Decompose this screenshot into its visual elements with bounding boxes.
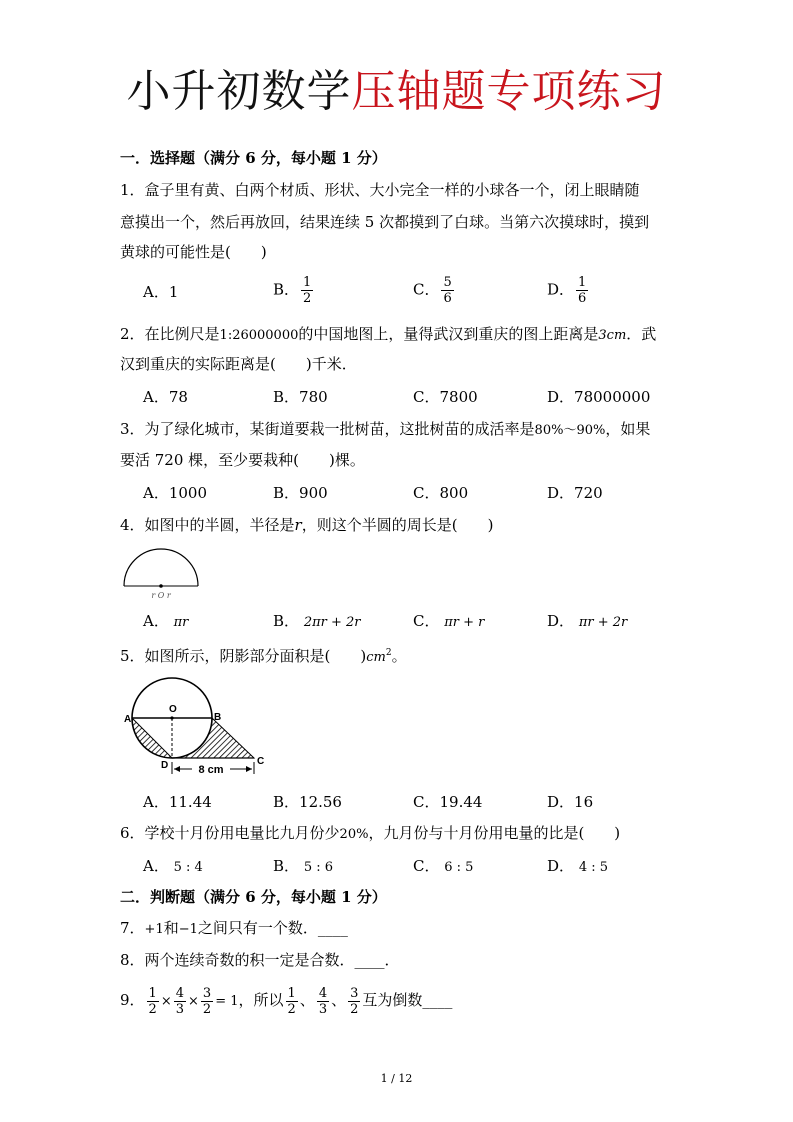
fraction-numerator: 5 [443, 275, 452, 290]
q4-text-a: 4．如图中的半圆，半径是 [120, 516, 295, 534]
q1-option-b [273, 275, 315, 306]
fraction-denominator: 6 [443, 291, 452, 306]
q3-text-a: 3．为了绿化城市，某街道要栽一批树苗，这批树苗的成活率是 [120, 420, 535, 438]
q2-text-e: ．武 [626, 325, 657, 343]
q7-number: 7． [120, 919, 145, 937]
q5-unit: cm [366, 650, 386, 665]
q6-option-c [413, 856, 473, 878]
q1-option-b-label: B． [273, 280, 300, 299]
q3-rate: 80%～90% [534, 423, 606, 438]
q1-option-b-fraction [301, 275, 313, 306]
dimension-label: 8 cm [198, 764, 224, 776]
q6-option-b-label: B． [273, 857, 300, 875]
q3-option-a: A．1000 [143, 484, 208, 502]
q7-text: 之间只有一个数．____ [197, 919, 348, 937]
q6-text-c: ，九月份与十月份用电量的比是( ) [368, 824, 621, 842]
q1-line2: 意摸出一个，然后再放回，结果连续 5 次都摸到了白球。当第六次摸球时，摸到 [120, 213, 650, 231]
q2-distance: 3cm [598, 328, 627, 343]
fraction-denominator: 2 [303, 291, 312, 306]
q4-option-a [143, 611, 188, 633]
q4-option-c [413, 611, 484, 633]
q2-option-d: D．78000000 [547, 388, 651, 406]
q1-line3: 黄球的可能性是( ) [120, 243, 267, 261]
q4-option-b-expr: 2πr + 2r [303, 615, 361, 630]
fraction-numerator: 4 [318, 985, 328, 1001]
q6-option-c-ratio: 6 : 5 [444, 860, 474, 875]
q1-option-c-fraction [441, 275, 453, 306]
q2-option-b: B．780 [273, 388, 328, 406]
point-b-label: B [214, 712, 222, 723]
q6-line1 [120, 823, 620, 845]
q5-text-d: 。 [391, 647, 407, 665]
times-sign: × [188, 994, 199, 1009]
q9-fraction-4 [286, 986, 298, 1017]
q7-line [120, 918, 348, 940]
point-c-label: C [257, 756, 265, 767]
q6-option-a [143, 856, 203, 878]
q6-percent: 20% [339, 827, 369, 842]
semicircle-labels: r O r [151, 591, 171, 600]
fraction-numerator: 1 [148, 985, 157, 1001]
fraction-numerator: 3 [350, 985, 359, 1001]
q5-option-b: B．12.56 [273, 793, 342, 811]
q5-unit-exponent: 2 [385, 648, 392, 658]
q1-option-d-label: D． [547, 280, 575, 299]
q4-option-c-expr: πr + r [444, 615, 485, 630]
q2-text-a: 2．在比例尺是 [120, 325, 220, 343]
q6-option-d-label: D． [547, 857, 575, 875]
q4-option-d-label: D． [547, 612, 575, 630]
point-d-label: D [161, 760, 169, 771]
q3-option-d: D．720 [547, 484, 603, 502]
point-a-label: A [124, 714, 132, 725]
q1-option-c-label: C． [413, 280, 440, 299]
point-o-label: O [169, 704, 177, 715]
q6-text-a: 6．学校十月份用电量比九月份少 [120, 824, 340, 842]
q4-option-c-label: C． [413, 612, 440, 630]
fraction-denominator: 3 [318, 1001, 328, 1017]
fraction-numerator: 3 [202, 985, 212, 1001]
q6-option-d [547, 856, 608, 878]
q3-option-c: C．800 [413, 484, 469, 502]
q9-so: ，所以 [238, 991, 284, 1009]
q3-option-b: B．900 [273, 484, 328, 502]
q1-option-c [413, 275, 456, 306]
q9-fraction-5 [317, 986, 329, 1017]
q1-option-d-fraction [576, 275, 588, 306]
q4-option-b [273, 611, 360, 633]
q9-fraction-3 [201, 986, 213, 1017]
page-title [0, 62, 793, 122]
q4-option-d-expr: πr + 2r [578, 615, 628, 630]
times-sign: × [160, 994, 172, 1009]
equals-one: = 1 [215, 994, 239, 1009]
fraction-denominator: 2 [287, 1001, 296, 1017]
q2-option-c: C．7800 [413, 388, 478, 406]
fraction-numerator: 1 [303, 275, 312, 290]
q6-option-d-ratio: 4 : 5 [578, 860, 608, 875]
circle-shaded-figure [118, 672, 268, 782]
fraction-denominator: 2 [350, 1001, 359, 1017]
q4-option-a-expr: πr [173, 615, 189, 630]
separator: 、 [299, 991, 315, 1009]
q5-text-a: 5．如图所示，阴影部分面积是( ) [120, 647, 367, 665]
title-part2: 压轴题专项练习 [351, 66, 667, 117]
q6-option-a-label: A． [143, 857, 169, 875]
fraction-denominator: 3 [175, 1001, 185, 1017]
fraction-denominator: 2 [148, 1001, 157, 1017]
q5-option-a: A．11.44 [143, 793, 212, 811]
q2-scale: 1:26000000 [219, 328, 299, 343]
title-part1: 小升初数学 [126, 66, 352, 117]
q5-option-d: D．16 [547, 793, 594, 811]
q9-text: 互为倒数____ [362, 991, 453, 1009]
q1-option-d [547, 275, 590, 306]
q7-minus-one: −1 [178, 922, 198, 937]
q4-radius-symbol: r [294, 516, 302, 534]
q6-option-c-label: C． [413, 857, 440, 875]
section1-heading: 一．选择题（满分 6 分，每小题 1 分） [120, 149, 387, 167]
q4-option-d [547, 611, 627, 633]
separator: 、 [331, 991, 347, 1009]
q2-line2: 汉到重庆的实际距离是( )千米． [120, 355, 357, 373]
q4-option-a-label: A． [143, 612, 169, 630]
q3-line1 [120, 419, 650, 441]
q3-text-c: ，如果 [605, 420, 651, 438]
page-number: 1 / 12 [380, 1072, 413, 1085]
q9-fraction-6 [348, 986, 360, 1017]
q2-line1 [120, 324, 656, 346]
q6-option-b-ratio: 5 : 6 [303, 860, 333, 875]
fraction-denominator: 2 [202, 1001, 212, 1017]
semicircle-figure [118, 545, 208, 601]
q9-line [120, 983, 452, 1019]
q6-option-a-ratio: 5 : 4 [173, 860, 203, 875]
section2-heading: 二．判断题（满分 6 分，每小题 1 分） [120, 888, 387, 906]
q8-line: 8．两个连续奇数的积一定是合数．____． [120, 951, 400, 969]
q9-fraction-2 [174, 986, 186, 1017]
q5-line1 [120, 643, 407, 668]
q9-fraction-1 [147, 986, 159, 1017]
q2-option-a: A．78 [143, 388, 188, 406]
fraction-numerator: 4 [175, 985, 185, 1001]
q5-option-c: C．19.44 [413, 793, 483, 811]
q3-line2: 要活 720 棵，至少要栽种( )棵。 [120, 451, 365, 469]
q9-number: 9． [120, 991, 145, 1009]
fraction-numerator: 1 [287, 985, 296, 1001]
q2-text-c: 的中国地图上，量得武汉到重庆的图上距离是 [298, 325, 599, 343]
q4-line1 [120, 515, 493, 535]
q7-plus-one: +1 [144, 922, 164, 937]
fraction-denominator: 6 [578, 291, 587, 306]
fraction-numerator: 1 [578, 275, 587, 290]
q4-text-c: ，则这个半圆的周长是( ) [301, 516, 494, 534]
q4-option-b-label: B． [273, 612, 300, 630]
q6-option-b [273, 856, 333, 878]
q1-option-a: A．1 [143, 283, 179, 301]
q7-and: 和 [163, 919, 179, 937]
q1-line1: 1．盒子里有黄、白两个材质、形状、大小完全一样的小球各一个，闭上眼睛随 [120, 181, 640, 199]
